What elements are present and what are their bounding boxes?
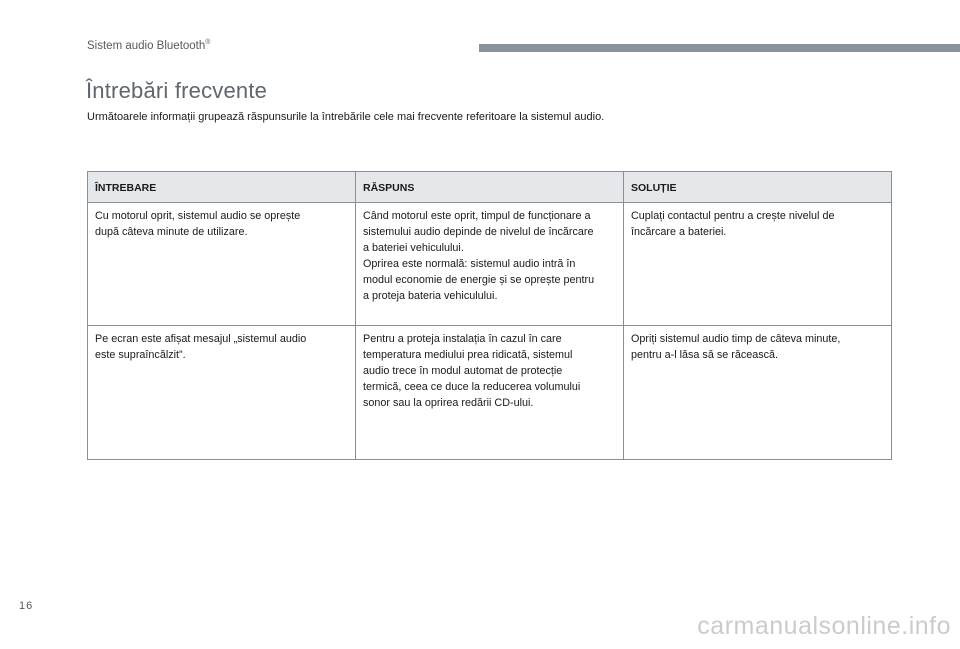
answer-cell: Pentru a proteja instalația în cazul în care temperatura mediului prea ridicată, sistemul audio trece în modul automat de protecție termică, ceea ce duce la reducerea volumului sonor sau la oprirea redării CD-ului. <box>356 326 624 460</box>
table-header-row <box>88 172 892 203</box>
section-header <box>87 39 210 52</box>
answer-cell: Când motorul este oprit, timpul de funcționare a sistemului audio depinde de nivelul de încărcare a bateriei vehiculului. Oprirea este normală: sistemul audio intră în modul economie de energie și se oprește pentru a proteja bateria vehiculului. <box>356 203 624 326</box>
header-bar <box>479 44 960 52</box>
question-cell: Cu motorul oprit, sistemul audio se oprește după câteva minute de utilizare. <box>88 203 356 326</box>
page-number: 16 <box>19 600 34 612</box>
header-question: ÎNTREBARE <box>88 172 356 203</box>
page-title: Întrebări frecvente <box>86 77 268 103</box>
faq-table <box>87 171 892 460</box>
registered-mark: ® <box>205 39 211 46</box>
table-row <box>88 203 892 326</box>
watermark: carmanualsonline.info <box>697 612 951 640</box>
intro-text: Următoarele informații grupează răspunsurile la întrebările cele mai frecvente referitoare la sistemul audio. <box>87 111 605 123</box>
solution-cell: Opriți sistemul audio timp de câteva minute, pentru a-l lăsa să se răcească. <box>624 326 892 460</box>
table-row <box>88 326 892 460</box>
section-title: Sistem audio Bluetooth <box>87 39 206 52</box>
header-answer: RĂSPUNS <box>356 172 624 203</box>
solution-cell: Cuplați contactul pentru a crește nivelul de încărcare a bateriei. <box>624 203 892 326</box>
header-solution: SOLUȚIE <box>624 172 892 203</box>
question-cell: Pe ecran este afișat mesajul „sistemul audio este supraîncălzit”. <box>88 326 356 460</box>
